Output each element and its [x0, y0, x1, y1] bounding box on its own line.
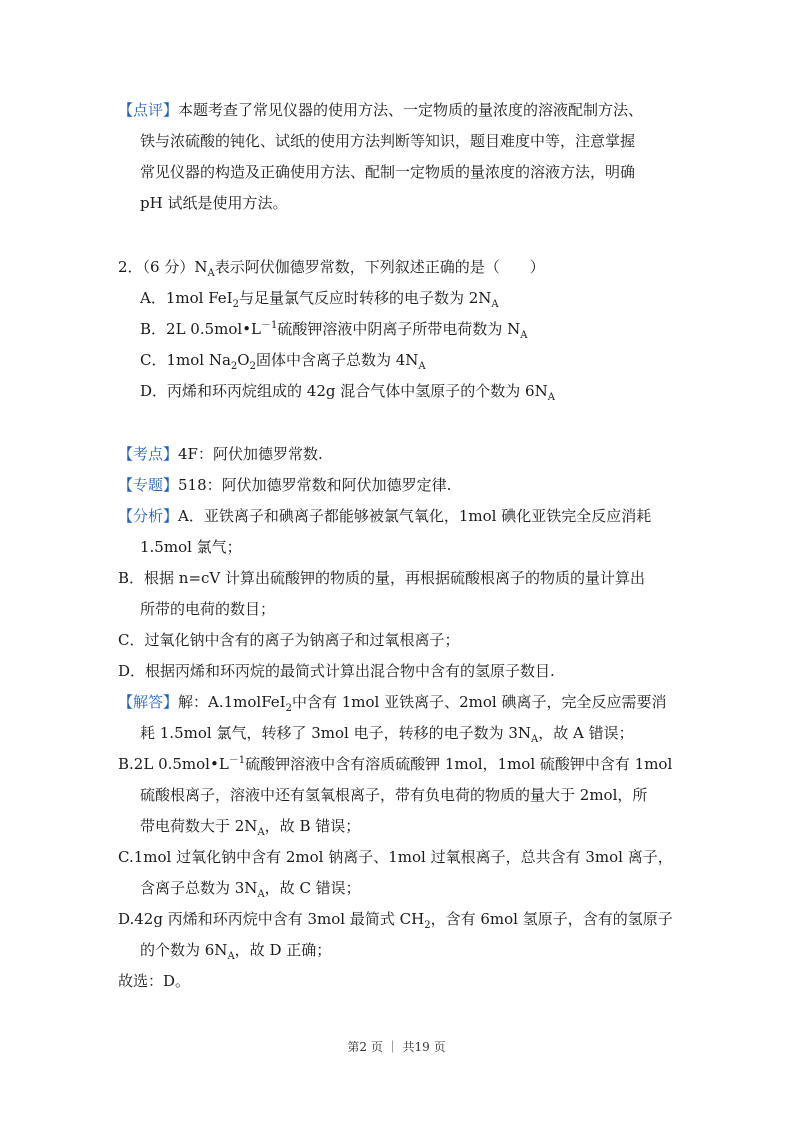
option-b-sup: －1 — [261, 320, 278, 331]
answer-line-b2: 硫酸根离子，溶液中还有氢氧根离子，带有负电荷的物质的量大于 2mol，所 — [140, 786, 648, 804]
answer-d2-sub: A — [227, 951, 235, 962]
answer-a2-text-1: 耗 1.5mol 氯气，转移了 3mol 电子，转移的电子数为 3N — [140, 724, 532, 742]
review-line-4: pH 试纸是使用方法。 — [140, 194, 288, 212]
review-line-2: 铁与浓硫酸的钝化、试纸的使用方法判断等知识，题目难度中等，注意掌握 — [140, 132, 636, 150]
option-c-text-2: O — [237, 351, 250, 369]
kaodian-tag: 【考点】 — [118, 445, 179, 463]
answer-b1-text-2: 硫酸钾溶液中含有溶质硫酸钾 1mol，1mol 硫酸钾中含有 1mol — [245, 755, 673, 773]
page-footer: 第2 页 ｜ 共19 页 — [347, 1040, 446, 1054]
analysis-tag: 【分析】 — [118, 507, 179, 525]
zhuanti-line — [118, 470, 678, 501]
option-b-text-1: B．2L 0.5mol•L — [140, 320, 262, 338]
option-d — [118, 376, 678, 407]
answer-d2-text-2: ，故 D 正确； — [234, 941, 332, 959]
answer-a1-text-2: 中含有 1mol 亚铁离子、2mol 碘离子，完全反应需要消 — [291, 693, 667, 711]
answer-d1-sub: 2 — [424, 920, 431, 931]
review-line-1 — [118, 95, 678, 126]
zhuanti-text: 518：阿伏加德罗常数和阿伏加德罗定律. — [178, 476, 452, 494]
answer-line-c2 — [118, 873, 678, 904]
answer-d2-text-1: 的个数为 6N — [140, 941, 228, 959]
zhuanti-tag: 【专题】 — [118, 476, 179, 494]
option-c-text-1: C．1mol Na — [140, 351, 231, 369]
solution-block — [118, 439, 678, 997]
answer-line-d2 — [118, 935, 678, 966]
option-c — [118, 345, 678, 376]
analysis-line-a1 — [118, 501, 678, 532]
answer-c2-text-1: 含离子总数为 3N — [140, 879, 258, 897]
analysis-line-d1: D．根据丙烯和环丙烷的最简式计算出混合物中含有的氢原子数目. — [118, 662, 555, 680]
answer-c2-text-2: ，故 C 错误； — [264, 879, 361, 897]
review-text-1: 本题考查了常见仪器的使用方法、一定物质的量浓度的溶液配制方法、 — [178, 101, 644, 119]
answer-line-c1: C.1mol 过氧化钠中含有 2mol 钠离子、1mol 过氧根离子，总共含有 3mol 离子， — [118, 848, 673, 866]
answer-b3-text-2: ，故 B 错误； — [264, 817, 361, 835]
answer-a2-text-2: ，故 A 错误； — [538, 724, 634, 742]
answer-b3-sub: A — [257, 827, 265, 838]
option-b-text-2: 硫酸钾溶液中阴离子所带电荷数为 N — [277, 320, 521, 338]
answer-b3-text-1: 带电荷数大于 2N — [140, 817, 258, 835]
option-b — [118, 314, 678, 345]
stem-rest: 表示阿伏伽德罗常数，下列叙述正确的是（ ） — [214, 258, 545, 276]
option-a — [118, 283, 678, 314]
option-a-sub-1: 2 — [232, 299, 239, 310]
analysis-a1: A．亚铁离子和碘离子都能够被氯气氧化，1mol 碘化亚铁完全反应消耗 — [178, 507, 652, 525]
analysis-line-c1: C．过氧化钠中含有的离子为钠离子和过氧根离子； — [118, 631, 460, 649]
answer-line-b3 — [118, 811, 678, 842]
kaodian-line — [118, 439, 678, 470]
question-block — [118, 252, 678, 407]
review-tag: 【点评】 — [118, 101, 179, 119]
analysis-line-a2: 1.5mol 氯气； — [140, 538, 242, 556]
answer-a2-sub: A — [531, 734, 539, 745]
analysis-line-b2: 所带的电荷的数目； — [140, 600, 276, 618]
question-stem — [118, 252, 678, 283]
analysis-line-b1: B．根据 n=cV 计算出硫酸钾的物质的量，再根据硫酸根离子的物质的量计算出 — [118, 569, 646, 587]
option-c-sub-3: A — [418, 361, 426, 372]
answer-line-a2 — [118, 718, 678, 749]
option-c-text-3: 固体中含离子总数为 4N — [255, 351, 419, 369]
answer-d1-text-1: D.42g 丙烯和环丙烷中含有 3mol 最简式 CH — [118, 910, 425, 928]
answer-d1-text-2: ，含有 6mol 氢原子，含有的氢原子 — [430, 910, 673, 928]
answer-a1-sub: 2 — [285, 703, 292, 714]
option-d-text-1: D．丙烯和环丙烷组成的 42g 混合气体中氢原子的个数为 6N — [140, 382, 548, 400]
stem-prefix: 2．（6 分）N — [118, 258, 208, 276]
answer-tag: 【解答】 — [118, 693, 179, 711]
answer-line-d1 — [118, 904, 678, 935]
stem-sub: A — [207, 268, 215, 279]
option-c-sub-1: 2 — [230, 361, 238, 372]
option-b-sub: A — [520, 330, 528, 341]
option-a-text-1: A．1mol FeI — [140, 289, 233, 307]
answer-line-a1 — [118, 687, 678, 718]
option-c-sub-2: 2 — [249, 361, 256, 372]
answer-line-b1 — [118, 749, 678, 780]
answer-a1-text-1: 解：A.1molFeI — [178, 693, 286, 711]
review-block — [118, 95, 678, 219]
option-a-text-2: 与足量氯气反应时转移的电子数为 2N — [238, 289, 492, 307]
answer-conclusion: 故选：D。 — [118, 972, 191, 990]
answer-b1-text-1: B.2L 0.5mol•L — [118, 755, 229, 773]
review-line-3: 常见仪器的构造及正确使用方法、配制一定物质的量浓度的溶液方法，明确 — [140, 163, 636, 181]
option-d-sub: A — [547, 392, 555, 403]
option-a-sub-2: A — [491, 299, 499, 310]
answer-c2-sub: A — [257, 889, 265, 900]
answer-b1-sup: －1 — [228, 755, 246, 766]
kaodian-text: 4F：阿伏加德罗常数. — [178, 445, 323, 463]
